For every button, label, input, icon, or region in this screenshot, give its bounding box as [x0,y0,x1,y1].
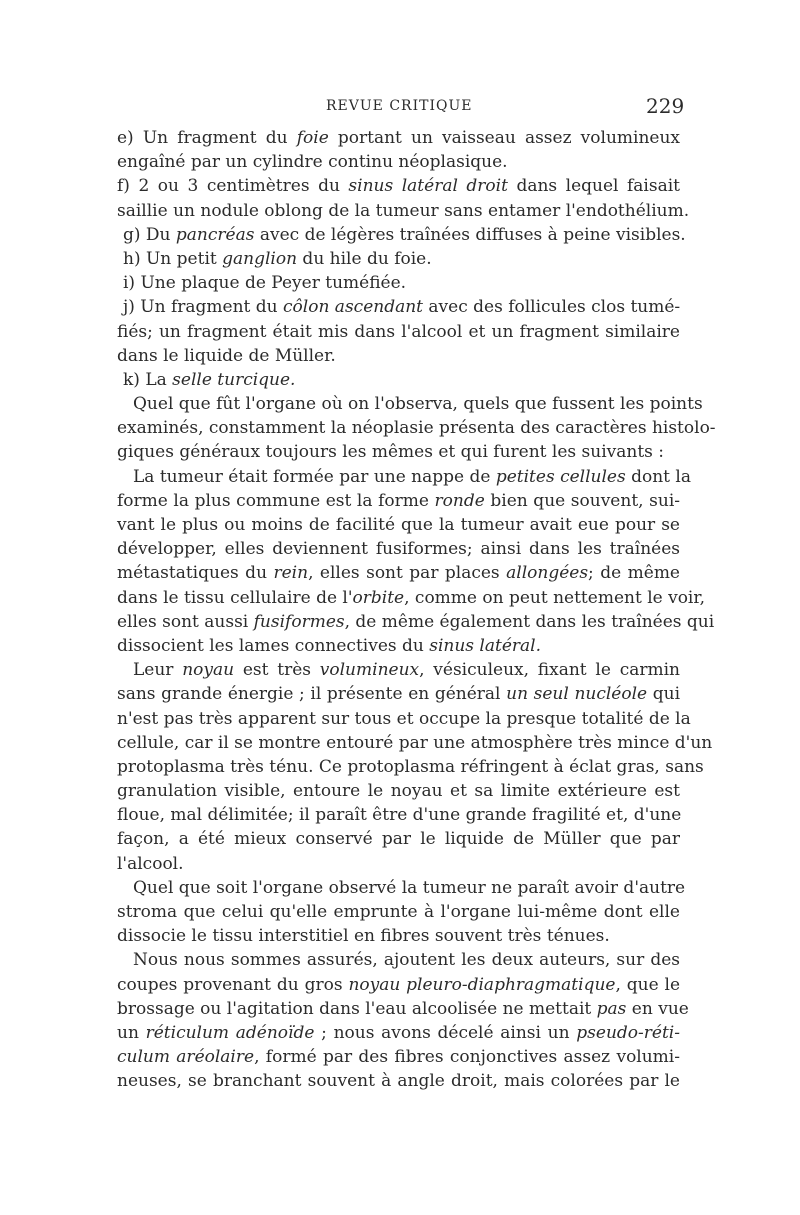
text-run: giques généraux toujours les mêmes et qui furent les suivants : [117,442,665,463]
text-line [117,537,680,561]
text-run: dans lequel faisait [507,176,680,197]
text-line [117,997,689,1021]
text-line [117,610,715,634]
text-run: qui [647,684,681,705]
text-line [117,900,680,924]
text-run: stroma que celui qu'elle emprunte à l'organe lui-même dont elle [117,902,680,922]
text-run: dans le tissu cellulaire de l' [117,587,353,608]
text-run: portant un vaisseau assez volumineux [328,128,681,148]
text-run: La tumeur était formée par une nappe de [133,466,496,487]
italic-term: orbite [352,587,405,608]
text-run: g) Du [123,224,176,245]
italic-term: réticulum adénoïde [145,1022,315,1043]
text-run: dans le liquide de Müller. [117,345,336,366]
text-line [117,344,680,368]
italic-term: petites cellules [495,466,626,487]
text-line [117,924,680,948]
text-run: f) 2 ou 3 centimètres du [117,176,349,197]
text-run: dont la [625,466,691,487]
text-run: , formé par des fibres conjonctives assez volumi- [254,1047,680,1068]
text-line [117,1069,680,1093]
page-number: 229 [646,94,685,118]
text-run: est très [234,660,320,681]
text-line [117,1045,680,1069]
text-run: métastatiques du [117,563,274,584]
text-run: avec des follicules clos tumé- [423,297,681,318]
italic-term: volumineux [319,660,420,681]
text-run: , comme on peut nettement le voir, [404,587,706,608]
italic-term: foie [296,128,329,148]
text-run: un [117,1022,146,1043]
text-line [117,174,680,198]
text-line [117,271,680,295]
text-run: ; nous avons décelé ainsi un [314,1022,577,1043]
text-run: fiés; un fragment était mis dans l'alcool et un fragment similaire [117,321,680,342]
text-line [117,876,686,900]
text-run: coupes provenant du gros [117,974,349,995]
text-run: avec de légères traînées diffuses à peine visibles. [254,224,686,245]
text-run: floue, mal délimitée; il paraît être d'une grande fragilité et, d'une [117,805,682,826]
text-run: Quel que soit l'organe observé la tumeur ne paraît avoir d'autre [133,877,686,898]
text-run: neuses, se branchant souvent à angle droit, mais colorées par le [117,1071,680,1092]
text-run: , elles sont par places [308,563,507,584]
text-run: examinés, constamment la néoplasie présenta des caractères histolo- [117,418,716,439]
text-run: brossage ou l'agitation dans l'eau alcoolisée ne mettait [117,998,597,1019]
text-run: granulation visible, entoure le noyau et sa limite extérieure est [117,781,680,802]
text-run: développer, elles deviennent fusiformes; ainsi dans les traînées [117,539,680,560]
text-run: k) La [123,369,173,390]
text-run: bien que souvent, sui- [484,490,680,511]
italic-term: fusiformes [253,611,345,632]
italic-term: pancréas [175,224,255,245]
text-run: engaîné par un cylindre continu néoplasique. [117,152,508,173]
text-run: cellule, car il se montre entouré par une atmosphère très mince d'un [117,732,713,753]
text-run: , vésiculeux, fixant le carmin [419,660,680,681]
italic-term: rein [273,563,309,584]
text-run: j) Un fragment du [123,297,284,318]
text-line [117,755,704,779]
text-run: saillie un nodule oblong de la tumeur sans entamer l'endothélium. [117,200,690,221]
text-run: en vue [626,998,689,1019]
text-run: Quel que fût l'organe où on l'observa, quels que fussent les points [133,394,703,415]
text-run: vant le plus ou moins de facilité que la tumeur avait eue pour se [117,515,680,535]
text-line [117,295,680,319]
text-run: h) Un petit [123,248,223,269]
text-run: sans grande énergie ; il présente en général [117,684,507,705]
text-line [117,779,680,803]
italic-term: noyau pleuro-diaphragmatique [348,974,616,995]
text-line [117,658,680,682]
text-line [117,392,703,416]
italic-term: selle turcique. [172,369,296,390]
text-line [117,731,713,755]
running-header [0,94,800,124]
text-run: protoplasma très ténu. Ce protoplasma réfringent à éclat gras, sans [117,756,704,777]
text-line [117,586,706,610]
text-line [117,223,686,247]
italic-term: noyau [182,660,235,681]
italic-term: ganglion [222,248,298,269]
text-line [117,852,680,876]
text-run: elles sont aussi [117,611,254,632]
italic-term: pas [596,998,627,1019]
text-line [117,973,680,997]
italic-term: un seul nucléole [506,684,648,705]
italic-term: pseudo-réti- [576,1022,680,1043]
text-run: l'alcool. [117,853,184,874]
text-run: dissocie le tissu interstitiel en fibres souvent très ténues. [117,926,610,947]
italic-term: côlon ascendant [283,297,423,318]
text-run: , que le [615,974,681,995]
text-run: n'est pas très apparent sur tous et occupe la presque totalité de la [117,708,691,729]
italic-term: allongées [506,563,589,584]
italic-term: sinus latéral droit [348,176,508,197]
text-line [117,126,680,150]
italic-term: culum aréolaire [117,1047,255,1068]
italic-term: ronde [434,490,485,511]
text-run: forme la plus commune est la forme [117,490,435,511]
text-run: , de même également dans les traînées qui [344,611,715,632]
text-line [117,489,680,513]
text-line [117,948,680,972]
text-line [117,199,690,223]
text-run: i) Une plaque de Peyer tuméfiée. [123,273,407,294]
text-line [117,513,680,537]
text-line [117,682,680,706]
text-line [117,247,680,271]
text-run: Nous nous sommes assurés, ajoutent les deux auteurs, sur des [133,950,680,971]
text-line [117,440,680,464]
text-line [117,416,716,440]
text-line [117,707,691,731]
italic-term: sinus latéral. [429,635,542,656]
text-line [117,561,680,585]
text-run: Leur [133,660,183,681]
body-text [117,126,716,1094]
text-run: du hile du foie. [297,248,432,269]
text-line [117,827,680,851]
text-run: dissocient les lames connectives du [117,635,430,656]
text-line [117,465,691,489]
text-run: ; de même [588,563,680,584]
text-line [117,150,680,174]
text-line [117,634,680,658]
text-line [117,320,680,344]
text-line [117,1021,680,1045]
text-line [117,368,680,392]
text-run: e) Un fragment du [117,128,297,148]
running-title: REVUE CRITIQUE [326,98,473,114]
text-line [117,803,680,827]
text-run: façon, a été mieux conservé par le liquide de Müller que par [117,829,680,850]
